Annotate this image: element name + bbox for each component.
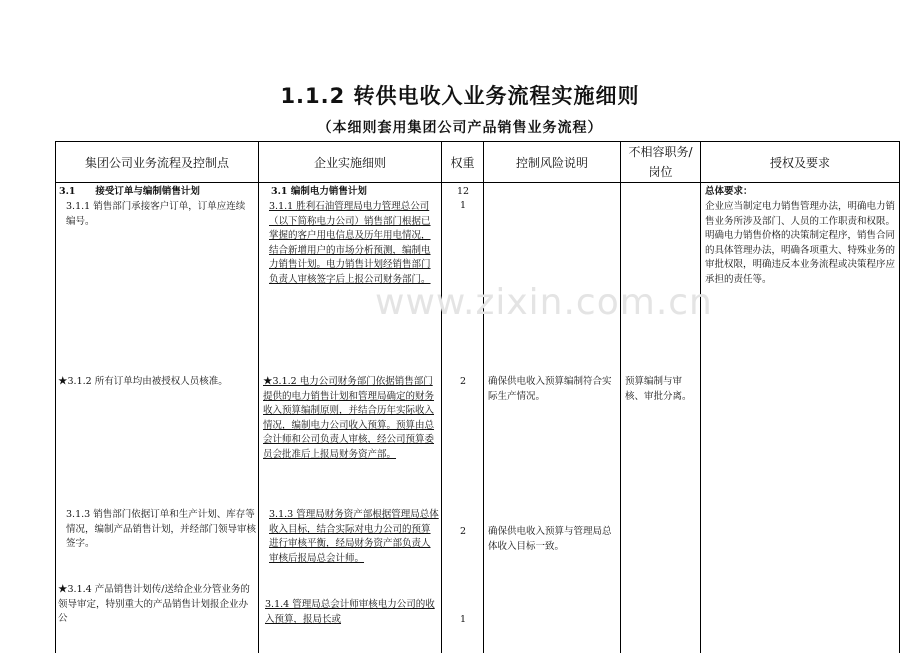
cell-risk: [484, 183, 621, 653]
page-subtitle: （本细则套用集团公司产品销售业务流程）: [0, 117, 920, 137]
table-header-row: [56, 142, 900, 183]
risk-text: 确保供电收入预算编制符合实际生产情况。: [488, 375, 616, 404]
watermark: www.zixin.com.cn: [375, 282, 713, 323]
header-implementation: 企业实施细则: [259, 142, 442, 183]
weight-value: 2: [442, 525, 484, 540]
risk-text: 确保供电收入预算与管理局总体收入目标一致。: [488, 525, 616, 554]
header-incompatible-duties: 不相容职务/岗位: [621, 142, 701, 183]
cell-authorization: [701, 183, 900, 653]
list-item: 3.1.3 管理局财务资产部根据管理局总体收入目标，结合实际对电力公司的预算进行审核平衡，经局财务资产部负责人审核后报局总会计师。: [269, 508, 439, 566]
weight-value: 2: [442, 375, 484, 390]
page-title: 1.1.2 转供电收入业务流程实施细则: [0, 80, 920, 110]
section-heading: 3.1 接受订单与编制销售计划: [59, 185, 254, 200]
weight-value: 1: [442, 613, 484, 628]
cell-weight: [442, 183, 484, 653]
process-table: [55, 141, 900, 653]
weight-value: 1: [442, 199, 484, 214]
cell-group-process: [56, 183, 259, 653]
weight-value: 12: [442, 185, 484, 200]
table-row: [56, 183, 900, 653]
header-weight: 权重: [442, 142, 484, 183]
requirement-text: 企业应当制定电力销售管理办法，明确电力销售业务所涉及部门、人员的工作职责和权限。明确电力销售价格的决策制定程序，销售合同的具体管理办法，明确各项重大、特殊业务的审批权限，明确违反本业务流程或决策程序应承担的责任等。: [705, 200, 897, 287]
list-item: ★3.1.2 所有订单均由被授权人员核准。: [58, 375, 256, 390]
list-item: ★3.1.2 电力公司财务部门依据销售部门提供的电力销售计划和管理局确定的财务收入预算编制原则，并结合历年实际收入情况，编制电力公司收入预算。预算由总会计师和公司负责人审核，经公司预算委员会批准后上报局财务资产部。: [263, 375, 441, 462]
list-item: ★3.1.4 产品销售计划传/送给企业分管业务的领导审定，特别重大的产品销售计划报企业办公: [58, 583, 256, 627]
list-item: 3.1.4 管理局总会计师审核电力公司的收入预算，报局长或: [265, 598, 441, 627]
section-heading: 3.1 编制电力销售计划: [271, 185, 439, 200]
cell-incompatible-duties: [621, 183, 701, 653]
list-item: 3.1.1 胜利石油管理局电力管理总公司（以下简称电力公司）销售部门根据已掌握的客户用电信息及历年用电情况，结合新增用户的市场分析预测，编制电力销售计划。电力销售计划经销售部门负责人审核签字后上报公司财务部门。: [269, 200, 439, 287]
header-authorization: 授权及要求: [701, 142, 900, 183]
cell-implementation: [259, 183, 442, 653]
header-group-process: 集团公司业务流程及控制点: [56, 142, 259, 183]
requirement-label: 总体要求：: [705, 185, 895, 200]
list-item: 3.1.3 销售部门依据订单和生产计划、库存等情况，编制产品销售计划，并经部门领导审核签字。: [66, 508, 256, 552]
header-risk: 控制风险说明: [484, 142, 621, 183]
duty-text: 预算编制与审核、审批分离。: [625, 375, 699, 404]
list-item: 3.1.1 销售部门承接客户订单，订单应连续编号。: [66, 200, 254, 229]
